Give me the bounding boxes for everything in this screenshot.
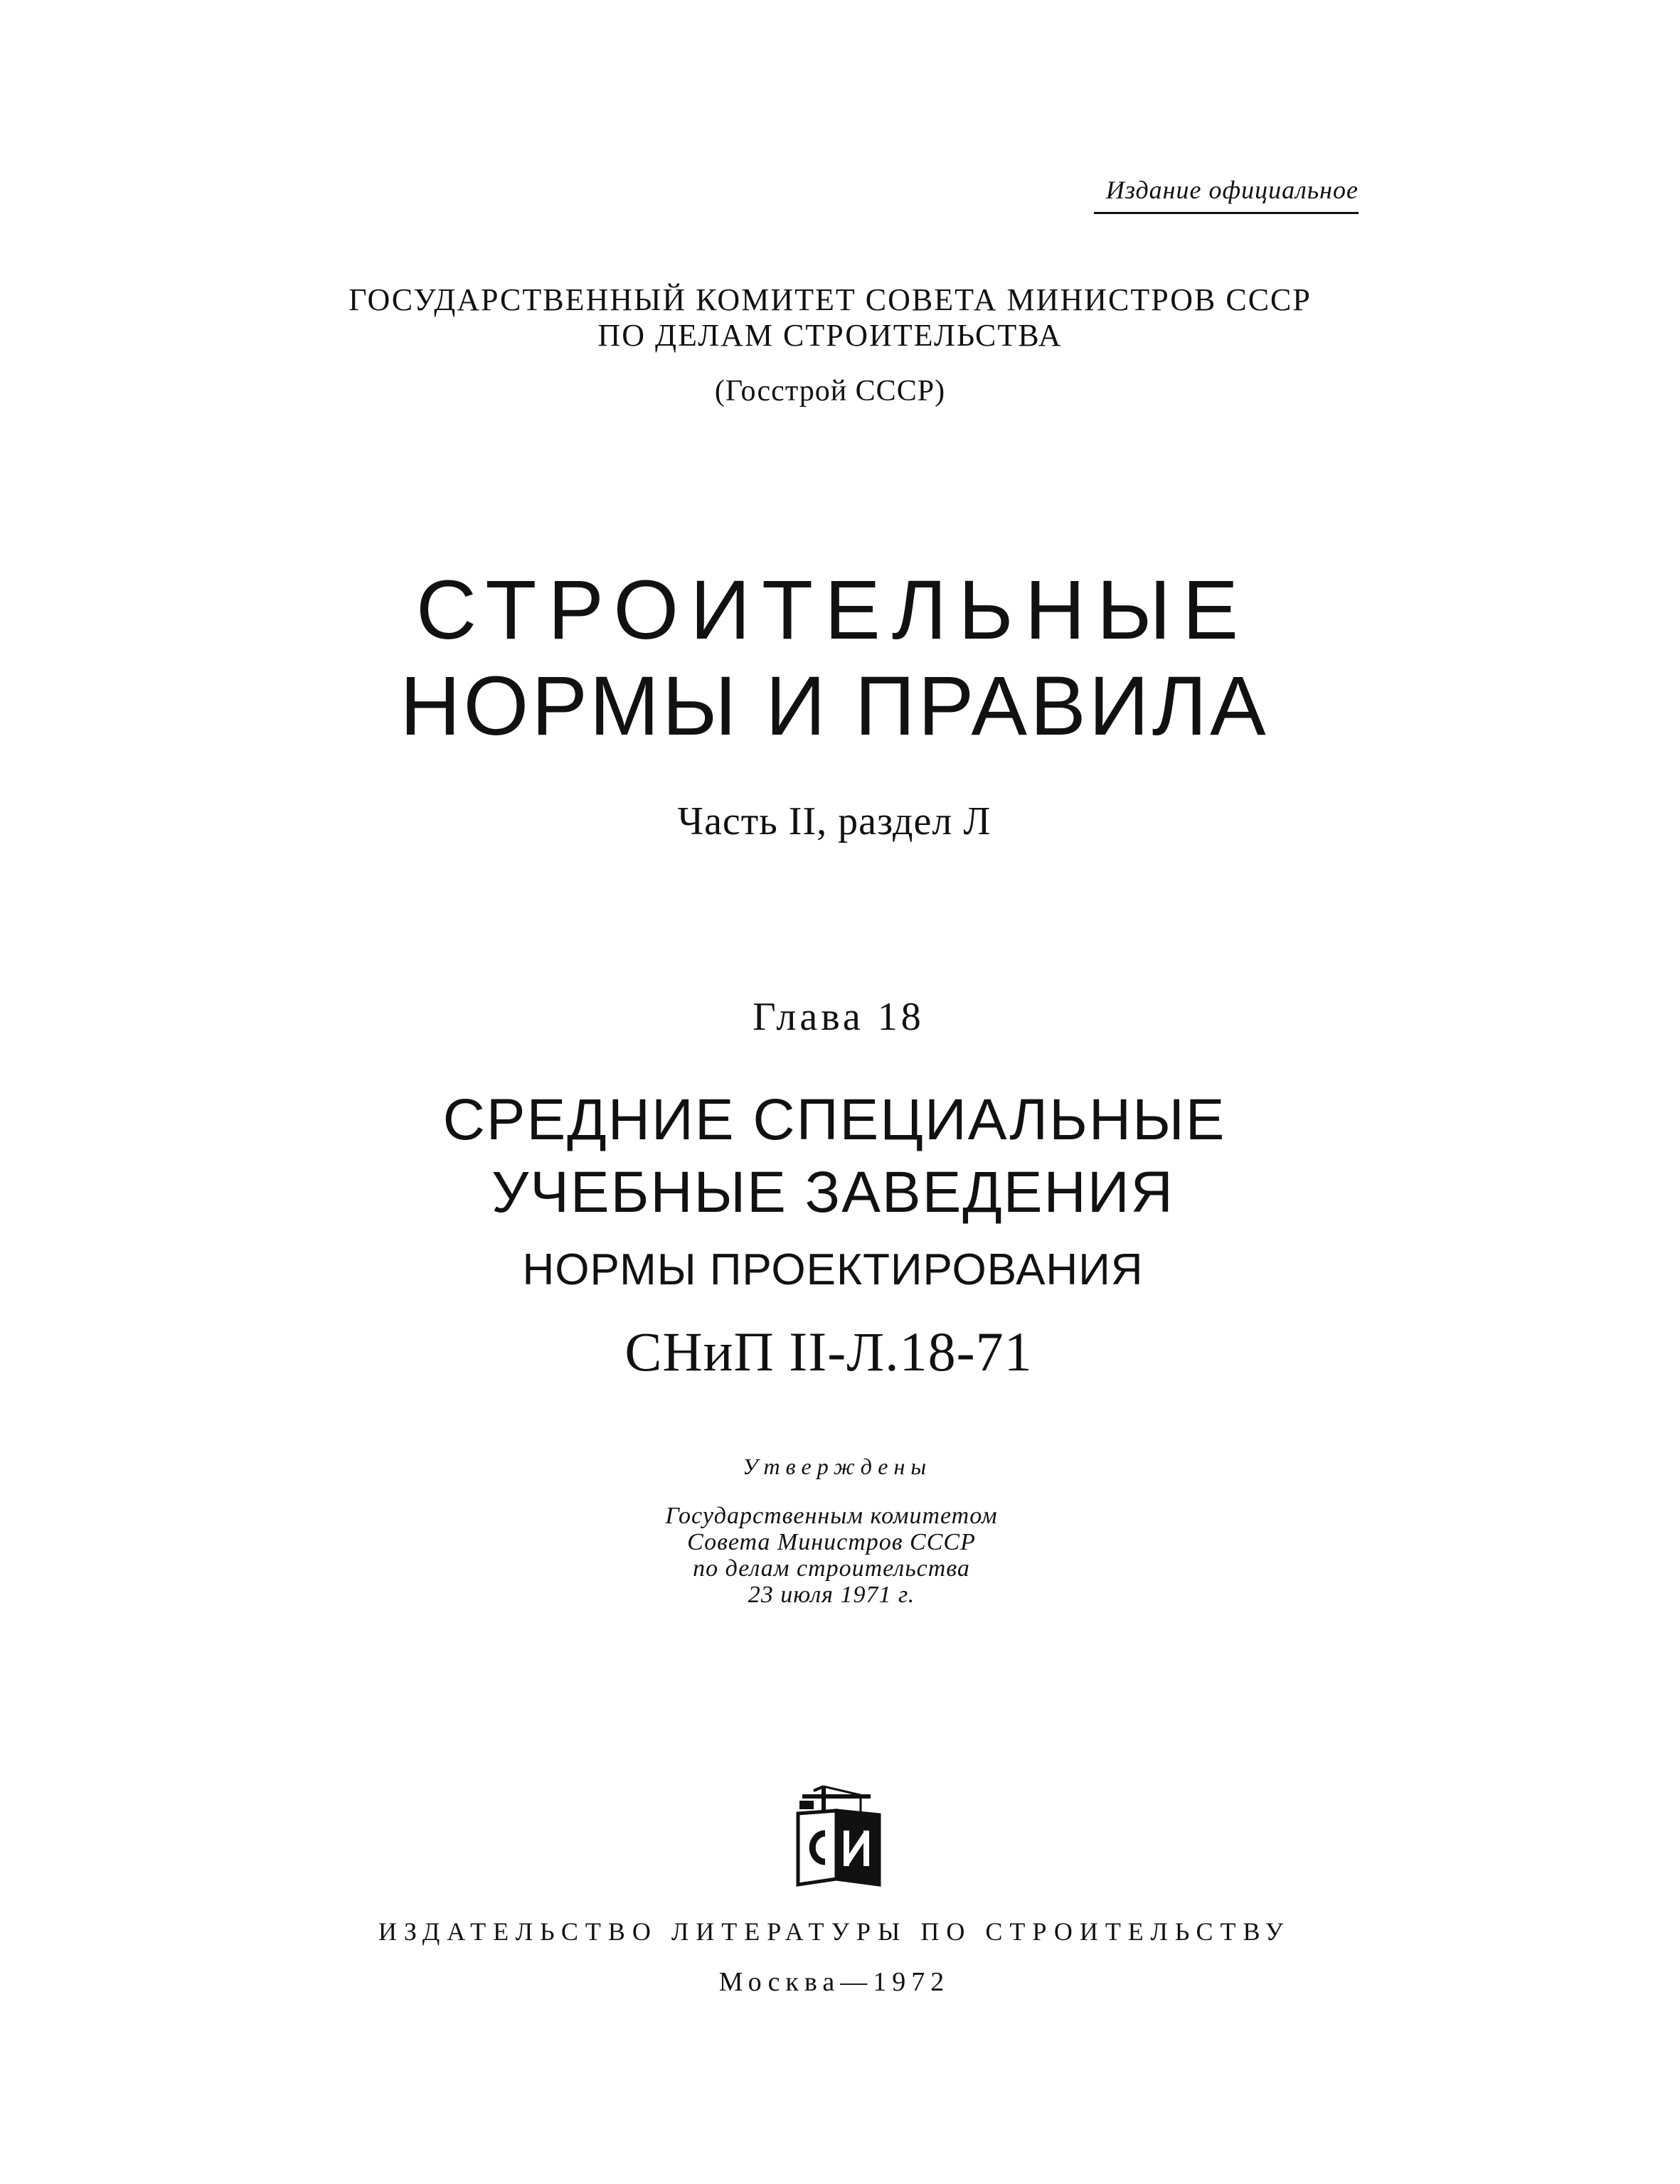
edition-mark: Издание официальное bbox=[1105, 176, 1359, 204]
organization-line-1: ГОСУДАРСТВЕННЫЙ КОМИТЕТ СОВЕТА МИНИСТРОВ СССР bbox=[349, 282, 1312, 317]
approval-line-3: по делам строительства bbox=[693, 1555, 970, 1582]
organization-short-name: (Госстрой СССР) bbox=[714, 375, 946, 407]
document-title-line-2: НОРМЫ И ПРАВИЛА bbox=[400, 659, 1269, 753]
approval-label: Утверждены bbox=[742, 1454, 932, 1479]
approval-line-2: Совета Министров СССР bbox=[687, 1529, 976, 1555]
publisher-logo-icon bbox=[792, 1784, 885, 1890]
approval-line-1: Государственным комитетом bbox=[665, 1503, 998, 1529]
edition-mark-underline bbox=[1094, 212, 1359, 214]
document-title-line-1: СТРОИТЕЛЬНЫЕ bbox=[415, 563, 1250, 657]
chapter-subject-line-3: НОРМЫ ПРОЕКТИРОВАНИЯ bbox=[522, 1245, 1144, 1294]
organization-line-2: ПО ДЕЛАМ СТРОИТЕЛЬСТВА bbox=[597, 318, 1063, 353]
approval-line-4: 23 июля 1971 г. bbox=[748, 1582, 915, 1608]
chapter-subject-line-2: УЧЕБНЫЕ ЗАВЕДЕНИЯ bbox=[491, 1160, 1174, 1225]
chapter-label: Глава 18 bbox=[753, 995, 925, 1039]
part-section: Часть II, раздел Л bbox=[677, 799, 991, 843]
publisher-name: ИЗДАТЕЛЬСТВО ЛИТЕРАТУРЫ ПО СТРОИТЕЛЬСТВУ bbox=[378, 1917, 1291, 1946]
chapter-subject-line-1: СРЕДНИЕ СПЕЦИАЛЬНЫЕ bbox=[442, 1087, 1226, 1152]
city-year: Москва—1972 bbox=[718, 1967, 950, 1997]
document-code: СНиП II-Л.18-71 bbox=[624, 1321, 1033, 1383]
